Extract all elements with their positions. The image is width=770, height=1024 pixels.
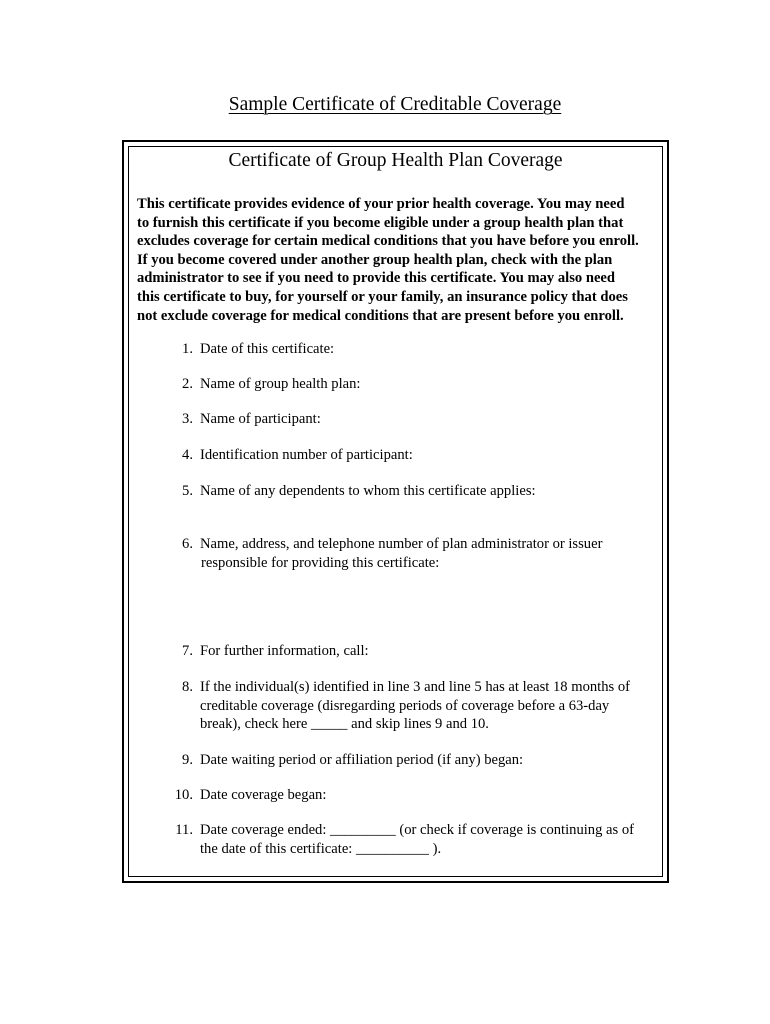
item-7-text	[200, 642, 369, 661]
item-1-line: Date of this certificate:	[200, 341, 335, 357]
item-11-number: 11.	[175, 822, 193, 838]
item-8-line: break), check here _____ and skip lines 9 and 10.	[200, 716, 489, 733]
item-4-text	[200, 446, 413, 465]
item-5-text	[200, 482, 536, 501]
item-2-text	[200, 375, 360, 394]
item-3-line: Name of participant:	[200, 411, 321, 427]
item-1-text	[200, 340, 334, 359]
document-title: Sample Certificate of Creditable Coverage	[228, 94, 562, 115]
intro-line: not exclude coverage for medical conditions that are present before you enroll.	[137, 307, 624, 324]
item-6-line: Name, address, and telephone number of plan administrator or issuer	[200, 536, 603, 552]
item-10-number: 10.	[174, 787, 193, 803]
item-11-line: the date of this certificate: __________ ).	[200, 840, 442, 857]
item-8-number: 8.	[182, 679, 193, 695]
item-7-line: For further information, call:	[200, 643, 369, 659]
item-6-line: responsible for providing this certificate:	[201, 554, 440, 571]
item-9-number: 9.	[182, 752, 193, 768]
item-9-text	[200, 751, 523, 770]
intro-line: excludes coverage for certain medical conditions that you have before you enroll.	[137, 233, 639, 250]
item-5-number: 5.	[182, 483, 193, 499]
intro-paragraph	[137, 195, 667, 325]
item-8-line: creditable coverage (disregarding periods of coverage before a 63-day	[200, 697, 610, 714]
item-5-line: Name of any dependents to whom this certificate applies:	[200, 483, 536, 499]
item-3-text	[200, 410, 321, 429]
item-2-number: 2.	[182, 376, 193, 392]
intro-line: administrator to see if you need to provide this certificate. You may also need	[137, 270, 616, 287]
item-9-line: Date waiting period or affiliation period (if any) began:	[200, 752, 524, 768]
item-4-line: Identification number of participant:	[200, 447, 413, 463]
item-8-text	[200, 678, 630, 734]
item-11-text	[200, 821, 634, 858]
item-6-text	[200, 535, 602, 572]
item-7-number: 7.	[182, 643, 193, 659]
item-4-number: 4.	[182, 447, 193, 463]
item-1-number: 1.	[182, 341, 193, 357]
intro-line: This certificate provides evidence of your prior health coverage. You may need	[137, 196, 625, 212]
item-10-line: Date coverage began:	[200, 787, 327, 803]
item-10-text	[200, 786, 326, 805]
intro-line: to furnish this certificate if you become eligible under a group health plan that	[137, 214, 624, 231]
item-6-number: 6.	[182, 536, 193, 552]
item-2-line: Name of group health plan:	[200, 376, 361, 392]
item-3-number: 3.	[182, 411, 193, 427]
certificate-heading: Certificate of Group Health Plan Coverage	[228, 150, 563, 171]
item-8-line: If the individual(s) identified in line 3 and line 5 has at least 18 months of	[200, 679, 631, 695]
intro-line: this certificate to buy, for yourself or your family, an insurance policy that does	[137, 288, 628, 305]
intro-line: If you become covered under another group health plan, check with the plan	[137, 251, 613, 268]
item-11-line: Date coverage ended: _________ (or check if coverage is continuing as of	[200, 822, 635, 838]
